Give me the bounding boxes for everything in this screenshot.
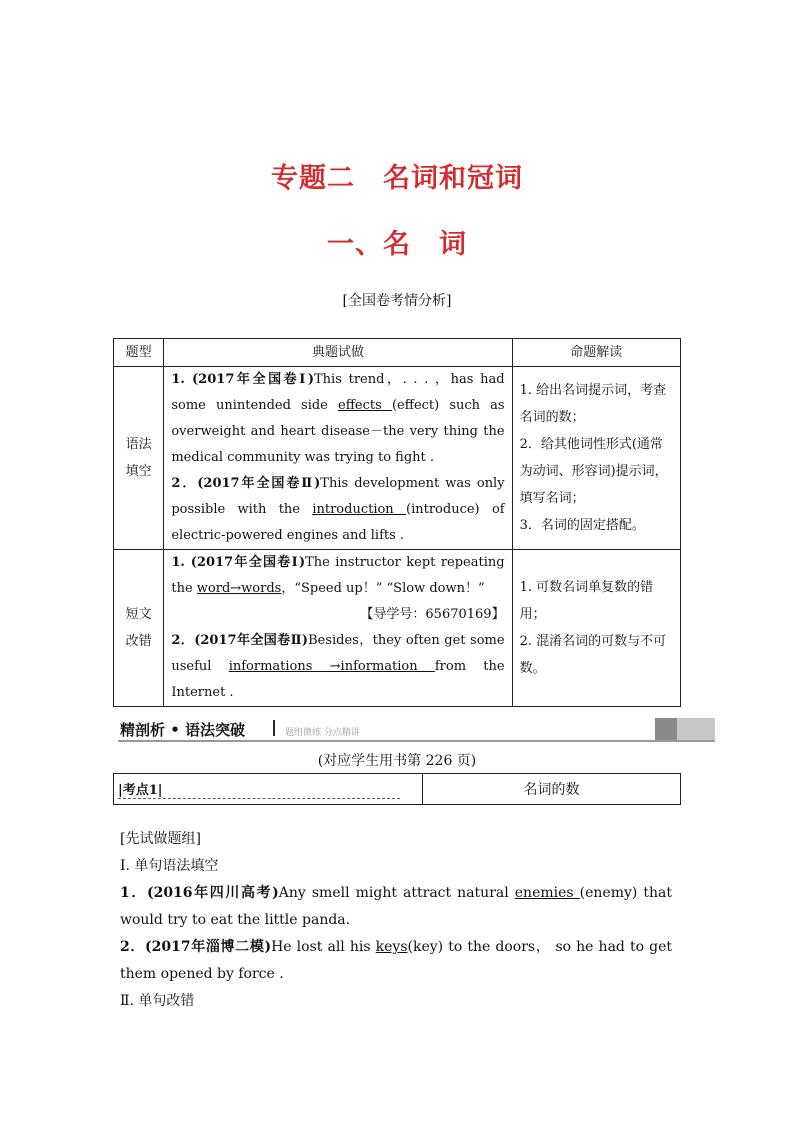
example-question [171, 628, 504, 706]
item-text: (enemy) that would try to eat the little panda. [120, 885, 673, 928]
row-type-error-correction [114, 550, 164, 707]
q-text: (introduce) of electric-powered engines and lifts . [171, 502, 505, 543]
guide-number: 【导学号：65670169】 [360, 607, 505, 622]
type-label: 语法填空 [125, 437, 152, 479]
example-cell [164, 367, 512, 550]
item-number: 1． [120, 885, 147, 901]
kaodian-label-cell [114, 774, 423, 805]
item-source: (2017年淄博二模) [145, 939, 272, 955]
section-bar-block [677, 718, 715, 740]
q-number: 2． [171, 476, 198, 491]
q-text: from the Internet . [171, 659, 505, 700]
part-heading: Ⅰ. 单句语法填空 [120, 858, 219, 874]
header-analysis: 命题解读 [512, 339, 680, 367]
row-type-grammar-fill [114, 367, 164, 550]
part-heading: Ⅱ. 单句改错 [120, 993, 195, 1009]
q-number: 1. [171, 372, 193, 387]
section-bar-divider [273, 720, 275, 736]
item-text: (key) to the doors， so he had to get them opened by force . [120, 939, 672, 982]
q-source: (2017年全国卷Ⅰ) [192, 372, 315, 387]
item-answer: enemies [514, 885, 580, 901]
practice-item [120, 934, 672, 988]
example-question [171, 471, 504, 549]
q-answer: effects [338, 398, 392, 413]
analysis-cell [512, 550, 680, 707]
table-row [114, 550, 681, 707]
q-text: The instructor kept repeating the [171, 555, 505, 596]
page-reference: (对应学生用书第 226 页) [317, 753, 477, 769]
type-label: 短文改错 [125, 607, 152, 649]
section-title: 一、名 词 [327, 229, 467, 260]
analysis-text: 1. 可数名词单复数的错用； 2. 混淆名词的可数与不可数。 [519, 580, 667, 676]
practice-section [120, 826, 672, 1015]
kaodian-label: |考点1| [118, 779, 400, 799]
q-text: (effect) such as overweight and heart disease－the very thing the medical community was trying to fight . [171, 398, 505, 465]
example-question [171, 367, 504, 471]
analysis-heading: [全国卷考情分析] [342, 293, 452, 309]
analysis-cell [512, 367, 680, 550]
kaodian-table [113, 773, 681, 805]
q-answer: word→words [196, 581, 282, 596]
q-text: This trend，. . . ，has had some unintended side [171, 372, 505, 413]
kaodian-title: 名词的数 [423, 774, 681, 805]
practice-item [120, 880, 672, 934]
q-answer: informations →information [228, 659, 435, 674]
section-bar-block [655, 718, 677, 740]
exam-analysis-table [113, 338, 681, 707]
header-examples: 典题试做 [164, 339, 512, 367]
item-text: He lost all his [271, 939, 376, 955]
item-text: Any smell might attract natural [278, 885, 515, 901]
table-header-row [114, 339, 681, 367]
header-type: 题型 [114, 339, 164, 367]
table-row [114, 367, 681, 550]
section-bar [118, 718, 715, 742]
item-answer: keys [375, 939, 408, 955]
q-text: Besides，they often get some useful [171, 633, 505, 674]
item-number: 2． [120, 939, 146, 955]
section-bar-rule [118, 740, 715, 742]
section-bar-subtitle: 题组微练 分点精讲 [285, 728, 360, 738]
analysis-text: 1. 给出名词提示词，考查名词的数； 2．给其他词性形式(通常为动词、形容词)提示词，填写名词； 3．名词的固定搭配。 [519, 383, 668, 533]
practice-group-heading: [先试做题组] [120, 831, 201, 847]
topic-title: 专题二 名词和冠词 [271, 163, 523, 194]
q-number: 1. [171, 555, 191, 570]
kaodian-row [114, 774, 681, 805]
q-text: ，“Speed up！” “Slow down！” [281, 581, 485, 596]
item-source: (2016年四川高考) [146, 885, 279, 901]
section-bar-title: 精剖析 • 语法突破 [120, 721, 246, 739]
example-question [171, 550, 504, 602]
q-number: 2． [171, 633, 195, 648]
example-cell [164, 550, 512, 707]
q-answer: introduction [312, 502, 407, 517]
q-source: (2017年全国卷Ⅰ) [190, 555, 306, 570]
q-source: (2017年全国卷Ⅱ) [194, 633, 309, 648]
q-text: This development was only possible with the [171, 476, 505, 517]
q-source: (2017年全国卷Ⅱ) [197, 476, 321, 491]
